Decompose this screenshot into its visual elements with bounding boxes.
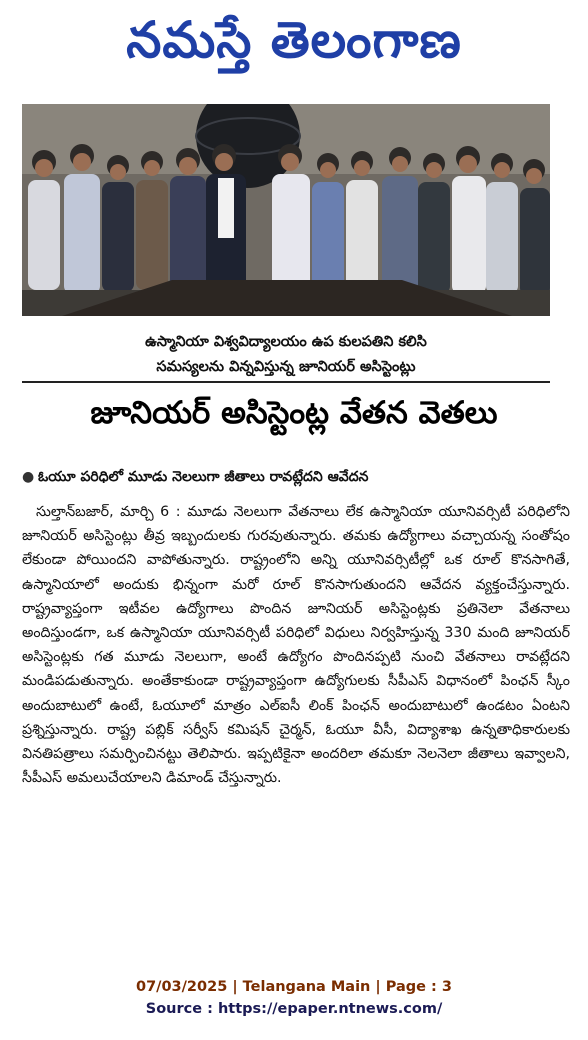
footer-date-edition: 07/03/2025 | Telangana Main | Page : 3 xyxy=(135,979,452,995)
photo-caption xyxy=(22,330,550,380)
article-headline: జూనియర్ అసిస్టెంట్ల వేతన వెతలు xyxy=(90,395,498,431)
caption-line-2: సమస్యలను విన్నవిస్తున్న జూనియర్ అసిస్టెంట్లు xyxy=(156,359,416,375)
newspaper-masthead: నమస్తే తెలంగాణ xyxy=(126,11,462,69)
article-body: సుల్తాన్‌బజార్, మార్చి 6 : మూడు నెలలుగా వేతనాలు లేక ఉస్మానియా యూనివర్సిటీ పరిధిలోని జూనియర్ అసిస్టెంట్లు తీవ్ర ఇబ్బందులకు గురవుతున్నారు. తమకు ఉద్యోగాలు వచ్చాయన్న సంతోషం లేకుండా పోయిందని వాపోతున్నారు. రాష్ట్రంలోని అన్ని యూనివర్సిటీల్లో ఒక రూల్ కొనసాగితే, ఉస్మానియాలో అందుకు భిన్నంగా మరో రూల్ కొనసాగుతుందని ఆవేదన వ్యక్తంచేస్తున్నారు. రాష్ట్రవ్యాప్తంగా ఇటీవల ఉద్యోగాలు పొందిన జూనియర్ అసిస్టెంట్లకు ప్రతినెలా వేతనాలు అందిస్తుండగా, ఒక ఉస్మానియా యూనివర్సిటీ పరిధిలో విధులు నిర్వహిస్తున్న 330 మంది జూనియర్ అసిస్టెంట్లకు గత మూడు నెలలుగా, అంటే ఉద్యోగం పొందినప్పటి నుంచి వేతనాలు రావట్లేదని మండిపడుతున్నారు. అంతేకాకుండా రాష్ట్రవ్యాప్తంగా ఉద్యోగులకు సీపీఎస్ విధానంలో పింఛన్ స్కీం అందుబాటులో ఉంటే, ఓయూలో మాత్రం ఎల్‌ఐసీ లింక్ పింఛన్ అందుబాటులో ఉండటం ఏంటని ప్రశ్నిస్తున్నారు. రాష్ట్ర పబ్లిక్ సర్వీస్ కమిషన్ చైర్మన్, ఓయూ వీసీ, విద్యాశాఖ ఉన్నతాధికారులకు వినతిపత్రాలు సమర్పించినట్టు తెలిపారు. ఇప్పటికైనా అందరిలా తమకూ నెలనెలా జీతాలు ఇవ్వాలని, సీపీఎస్ అమలుచేయాలని డిమాండ్ చేస్తున్నారు. xyxy=(22,504,570,787)
subhead-text: ఓయూ పరిధిలో మూడు నెలలుగా జీతాలు రావట్లేదని ఆవేదన xyxy=(38,469,369,485)
page-footer xyxy=(0,976,588,1020)
bullet-icon: ● xyxy=(22,469,35,485)
section-divider xyxy=(22,381,550,383)
article-subhead xyxy=(22,466,562,488)
group-photo xyxy=(22,104,550,316)
footer-source-link[interactable]: Source : https://epaper.ntnews.com/ xyxy=(145,1001,443,1017)
caption-line-1: ఉస్మానియా విశ్వవిద్యాలయం ఉప కులపతిని కలిసి xyxy=(145,334,427,350)
group-photo-illustration xyxy=(22,104,550,316)
